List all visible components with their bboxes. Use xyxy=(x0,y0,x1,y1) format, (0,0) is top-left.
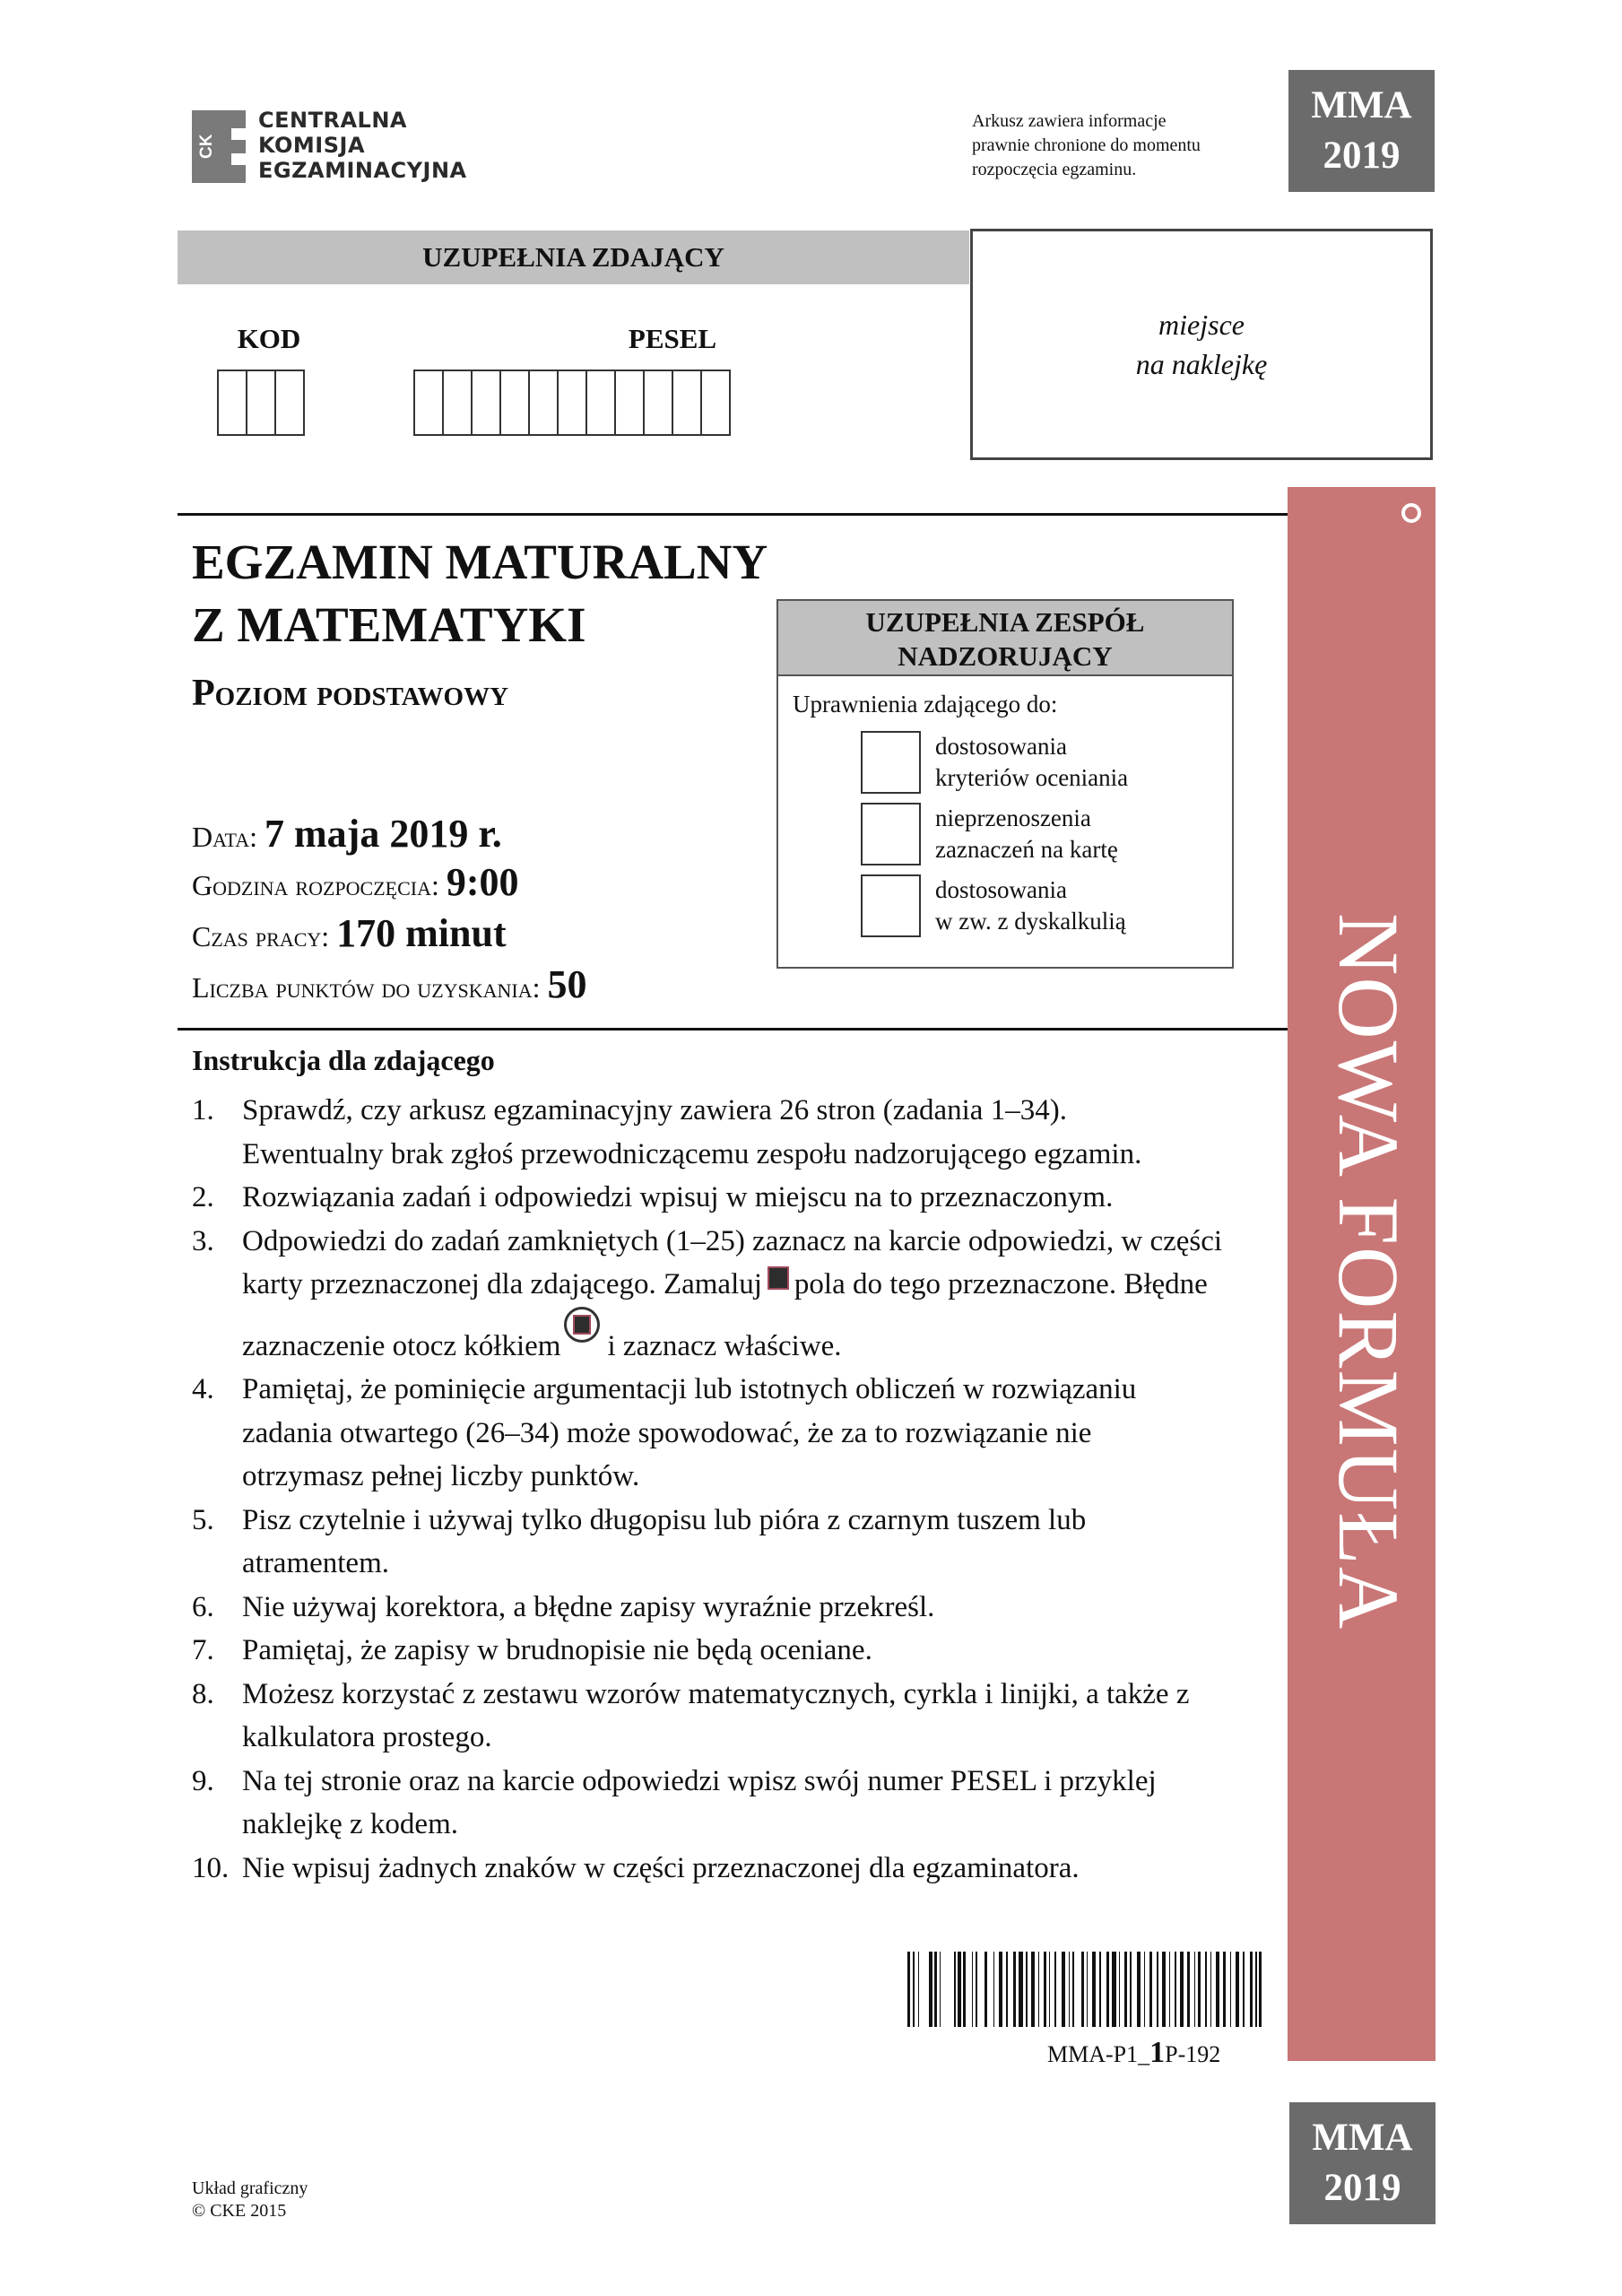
permission-label xyxy=(935,803,1118,865)
permission-checkbox[interactable] xyxy=(861,803,921,865)
sticker-label: na naklejkę xyxy=(1135,348,1268,380)
instruction-item xyxy=(192,1499,1232,1586)
exam-points xyxy=(192,961,587,1007)
permission-label xyxy=(935,731,1128,794)
exam-title: EGZAMIN MATURALNY xyxy=(192,535,768,589)
exam-code: MMA xyxy=(1312,2117,1413,2159)
instruction-number: 5. xyxy=(192,1503,214,1536)
legal-note xyxy=(972,109,1201,182)
date-label: Data: xyxy=(192,821,258,853)
instruction-text: Pamiętaj, że zapisy w brudnopisie nie będą oceniane. xyxy=(242,1634,872,1666)
permission-checkbox[interactable] xyxy=(861,731,921,794)
permission-label-line: kryteriów oceniania xyxy=(935,764,1129,791)
logo-line: CENTRALNA xyxy=(258,108,407,133)
sticker-placeholder xyxy=(970,229,1433,460)
nowa-formula-band xyxy=(1288,487,1436,2061)
logo-line: KOMISJA xyxy=(258,133,366,158)
footer-line: Układ graficzny xyxy=(192,2179,308,2198)
kod-digit-box[interactable] xyxy=(276,371,303,434)
pesel-digit-box[interactable] xyxy=(444,371,473,434)
instruction-text-part: pola do tego przeznaczone. Błędne zaznaczenie otocz kółkiem xyxy=(242,1268,1208,1362)
supervisor-section xyxy=(776,599,1234,969)
circled-square-icon xyxy=(564,1307,600,1343)
instruction-text: Sprawdź, czy arkusz egzaminacyjny zawiera 26 stron (zadania 1–34). Ewentualny brak zgłoś przewodniczącemu zespołu nadzorującego egzamin. xyxy=(242,1094,1142,1170)
candidate-section-header: UZUPEŁNIA ZDAJĄCY xyxy=(178,230,969,284)
cke-logo-mark xyxy=(192,110,246,183)
duration-value: 170 minut xyxy=(336,911,507,955)
instruction-number: 8. xyxy=(192,1677,214,1710)
instruction-text-part: Odpowiedzi do zadań zamkniętych (1–25) zaznacz na karcie odpowiedzi, w części karty przeznaczonej dla zdającego. Zamaluj xyxy=(242,1224,1223,1300)
footer-line: © CKE 2015 xyxy=(192,2201,287,2221)
barcode-icon xyxy=(907,1952,1262,2027)
instruction-item xyxy=(192,1629,1232,1673)
instruction-item xyxy=(192,1176,1232,1220)
permission-checkbox[interactable] xyxy=(861,874,921,937)
instruction-number: 2. xyxy=(192,1181,214,1213)
supervisor-section-header xyxy=(778,601,1232,676)
instruction-text: Nie używaj korektora, a błędne zapisy wyraźnie przekreśl. xyxy=(242,1590,935,1623)
legal-note-line: prawnie chronione do momentu xyxy=(972,135,1201,155)
exam-duration xyxy=(192,910,507,956)
pesel-input-boxes[interactable] xyxy=(413,370,731,436)
instruction-item xyxy=(192,1368,1232,1499)
instruction-number: 7. xyxy=(192,1634,214,1666)
barcode-prefix: MMA-P1_ xyxy=(1047,2041,1150,2067)
cke-logo-text xyxy=(258,108,467,183)
instruction-text xyxy=(242,1220,1228,1369)
permission-option[interactable] xyxy=(861,874,1126,937)
instruction-item xyxy=(192,1089,1232,1176)
instruction-text: Na tej stronie oraz na karcie odpowiedzi wpisz swój numer PESEL i przyklej naklejkę z kodem. xyxy=(242,1764,1157,1840)
exam-level: Poziom podstawowy xyxy=(192,673,509,714)
supervisor-title: NADZORUJĄCY xyxy=(898,640,1113,672)
permission-label-line: w zw. z dyskalkulią xyxy=(935,908,1126,935)
logo-notch xyxy=(231,153,246,165)
pesel-digit-box[interactable] xyxy=(530,371,559,434)
instruction-text: Rozwiązania zadań i odpowiedzi wpisuj w miejscu na to przeznaczonym. xyxy=(242,1181,1114,1213)
duration-label: Czas pracy: xyxy=(192,920,330,952)
instruction-number: 3. xyxy=(192,1224,214,1257)
exam-subject: Z MATEMATYKI xyxy=(192,597,586,652)
kod-input-boxes[interactable] xyxy=(217,370,305,436)
ring-icon xyxy=(1401,503,1421,523)
pesel-digit-box[interactable] xyxy=(645,371,673,434)
divider xyxy=(178,513,1289,516)
pesel-digit-box[interactable] xyxy=(501,371,530,434)
logo-ck-letters: CK xyxy=(197,134,216,159)
barcode-suffix: P-192 xyxy=(1165,2041,1221,2067)
legal-note-line: rozpoczęcia egzaminu. xyxy=(972,160,1137,179)
kod-digit-box[interactable] xyxy=(247,371,276,434)
supervisor-title: UZUPEŁNIA ZESPÓŁ xyxy=(865,606,1145,638)
instruction-number: 4. xyxy=(192,1373,214,1405)
instruction-text-part: i zaznacz właściwe. xyxy=(607,1329,842,1362)
pesel-digit-box[interactable] xyxy=(702,371,729,434)
start-label: Godzina rozpoczęcia: xyxy=(192,869,439,901)
logo-line: EGZAMINACYJNA xyxy=(258,158,467,183)
instruction-number: 1. xyxy=(192,1094,214,1126)
start-value: 9:00 xyxy=(446,860,519,904)
exam-code: MMA xyxy=(1311,84,1412,126)
instructions-list xyxy=(192,1089,1232,1890)
sticker-label: miejsce xyxy=(1158,309,1245,341)
divider xyxy=(178,1028,1289,1031)
exam-year: 2019 xyxy=(1323,135,1401,177)
footer-exam-code-badge xyxy=(1289,2102,1436,2224)
points-label: Liczba punktów do uzyskania: xyxy=(192,971,541,1004)
instruction-item xyxy=(192,1760,1232,1847)
nowa-formula-label: NOWA FORMUŁA xyxy=(1321,912,1417,1631)
permission-label-line: dostosowania xyxy=(935,876,1067,903)
exam-start-time xyxy=(192,859,519,905)
legal-note-line: Arkusz zawiera informacje xyxy=(972,111,1167,131)
permission-option[interactable] xyxy=(861,731,1128,794)
exam-code-badge xyxy=(1288,70,1435,192)
footer-credit xyxy=(192,2178,308,2222)
pesel-digit-box[interactable] xyxy=(415,371,444,434)
instruction-number: 9. xyxy=(192,1764,214,1797)
instruction-item xyxy=(192,1586,1232,1630)
permission-label-line: dostosowania xyxy=(935,733,1067,760)
permission-label xyxy=(935,874,1126,937)
barcode-variant: 1 xyxy=(1149,2036,1166,2069)
instruction-text: Pamiętaj, że pominięcie argumentacji lub istotnych obliczeń w rozwiązaniu zadania otwartego (26–34) może spowodować, że za to rozwiązanie nie otrzymasz pełnej liczby punktów. xyxy=(242,1373,1137,1492)
permission-label-line: zaznaczeń na kartę xyxy=(935,836,1118,863)
pesel-digit-box[interactable] xyxy=(673,371,702,434)
instruction-number: 6. xyxy=(192,1590,214,1623)
instruction-text: Możesz korzystać z zestawu wzorów matematycznych, cyrkla i linijki, a także z kalkulatora prostego. xyxy=(242,1677,1190,1753)
instructions-heading: Instrukcja dla zdającego xyxy=(192,1044,495,1076)
filled-square-icon xyxy=(768,1266,789,1290)
exam-date xyxy=(192,811,502,857)
pesel-digit-box[interactable] xyxy=(616,371,645,434)
exam-year: 2019 xyxy=(1323,2167,1401,2209)
instruction-item xyxy=(192,1847,1232,1891)
kod-digit-box[interactable] xyxy=(219,371,247,434)
kod-label: KOD xyxy=(237,323,301,354)
pesel-digit-box[interactable] xyxy=(559,371,587,434)
instruction-number: 10. xyxy=(192,1851,230,1884)
logo-notch xyxy=(231,128,246,140)
points-value: 50 xyxy=(547,962,587,1006)
date-value: 7 maja 2019 r. xyxy=(265,812,502,856)
barcode-label xyxy=(1047,2036,1220,2070)
pesel-digit-box[interactable] xyxy=(473,371,501,434)
instruction-text: Pisz czytelnie i używaj tylko długopisu lub pióra z czarnym tuszem lub atramentem. xyxy=(242,1503,1087,1579)
pesel-label: PESEL xyxy=(628,323,717,354)
permissions-intro: Uprawnienia zdającego do: xyxy=(793,691,1058,718)
instruction-text: Nie wpisuj żadnych znaków w części przeznaczonej dla egzaminatora. xyxy=(242,1851,1080,1884)
pesel-digit-box[interactable] xyxy=(587,371,616,434)
permission-option[interactable] xyxy=(861,803,1118,865)
instruction-item xyxy=(192,1673,1232,1760)
permission-label-line: nieprzenoszenia xyxy=(935,804,1091,831)
instruction-item xyxy=(192,1220,1232,1369)
